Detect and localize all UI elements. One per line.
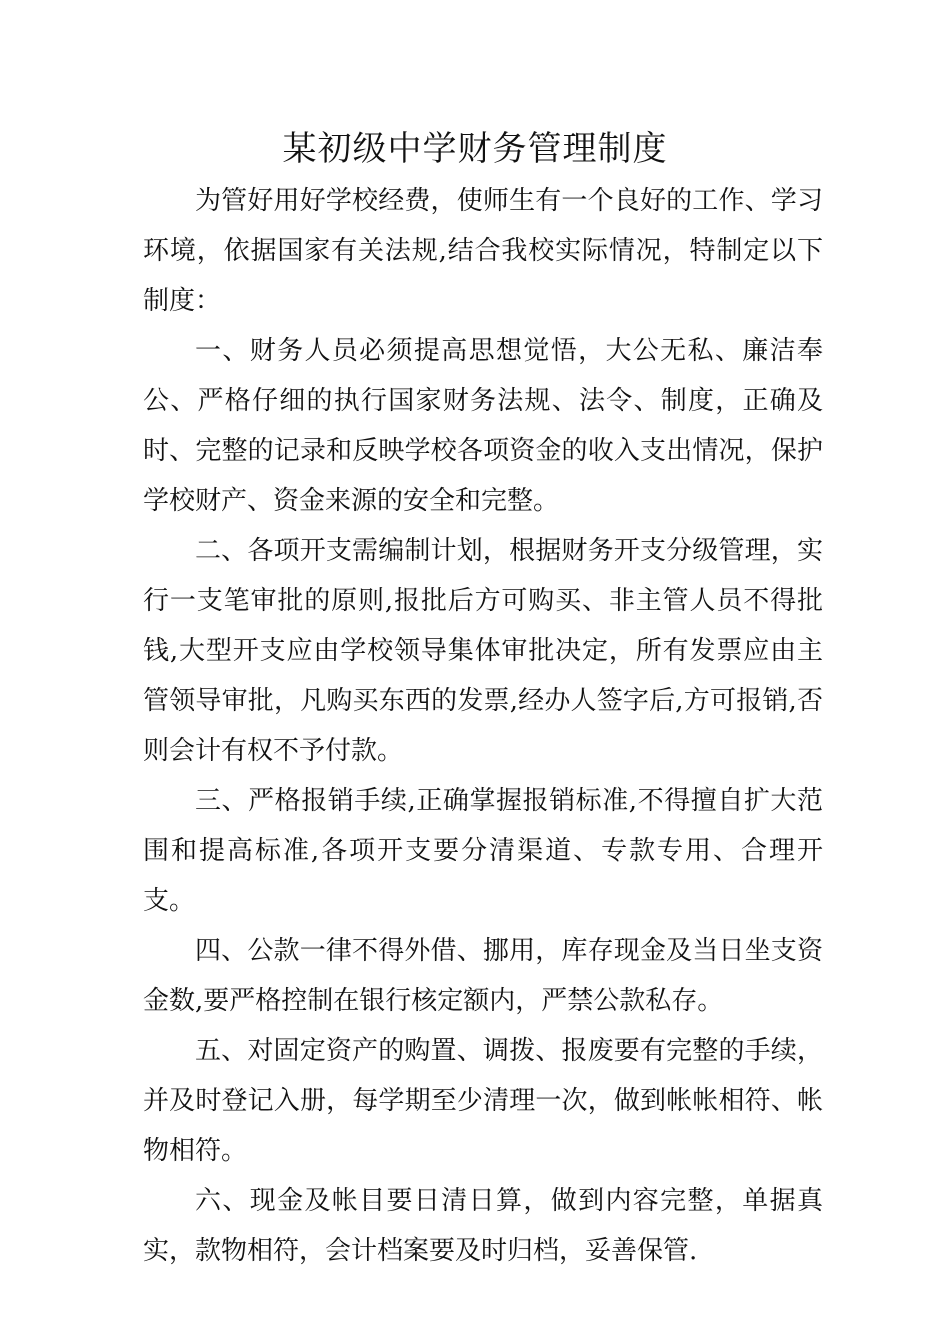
- document-body: [143, 176, 823, 1276]
- paragraph-6: 六、现金及帐目要日清日算，做到内容完整，单据真实，款物相符，会计档案要及时归档，妥善保管.: [143, 1186, 823, 1266]
- paragraph-5: 五、对固定资产的购置、调拨、报废要有完整的手续，并及时登记入册，每学期至少清理一次，做到帐帐相符、帐物相符。: [143, 1036, 823, 1166]
- paragraph-3: 三、严格报销手续,正确掌握报销标准,不得擅自扩大范围和提高标准,各项开支要分清渠道、专款专用、合理开支。: [143, 786, 823, 916]
- paragraph-4: 四、公款一律不得外借、挪用，库存现金及当日坐支资金数,要严格控制在银行核定额内，严禁公款私存。: [143, 936, 823, 1016]
- document-title: 某初级中学财务管理制度: [282, 129, 668, 169]
- paragraph-2: 二、各项开支需编制计划，根据财务开支分级管理，实行一支笔审批的原则,报批后方可购买、非主管人员不得批钱,大型开支应由学校领导集体审批决定，所有发票应由主管领导审批，凡购买东西的发票,经办人签字后,方可报销,否则会计有权不予付款。: [143, 536, 823, 766]
- paragraph-1: 一、财务人员必须提高思想觉悟，大公无私、廉洁奉公、严格仔细的执行国家财务法规、法令、制度，正确及时、完整的记录和反映学校各项资金的收入支出情况，保护学校财产、资金来源的安全和完整。: [143, 336, 823, 516]
- paragraph-intro: 为管好用好学校经费，使师生有一个良好的工作、学习环境，依据国家有关法规,结合我校实际情况，特制定以下制度：: [143, 186, 823, 316]
